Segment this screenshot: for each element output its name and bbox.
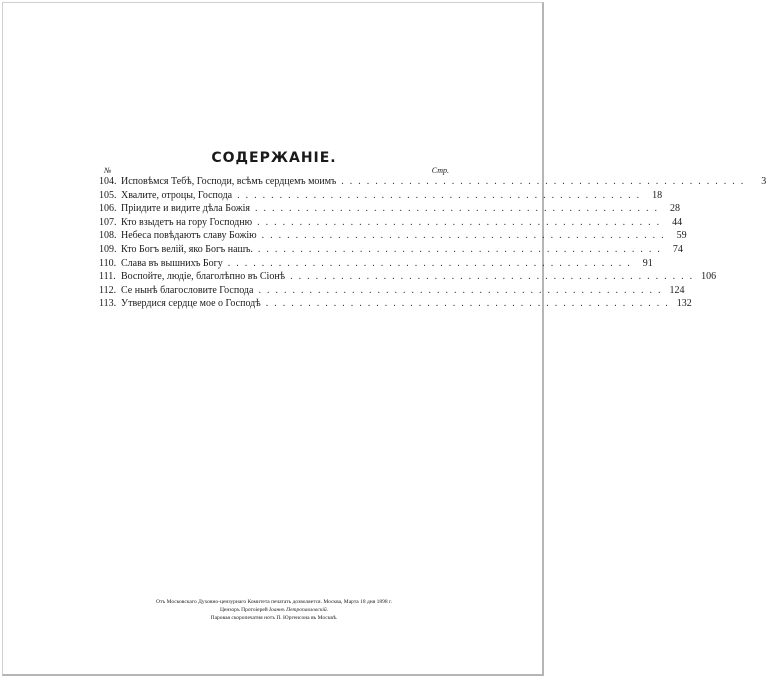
entry-page: 74 [672, 243, 683, 255]
toc-entry [99, 257, 653, 272]
dot-leader: ................................................ [290, 271, 699, 283]
dot-leader: ................................................ [261, 230, 670, 242]
entry-number: 112. [99, 284, 117, 296]
toc-entry [99, 216, 683, 231]
toc-entry [99, 298, 692, 312]
entry-number: 113. [99, 298, 117, 310]
entry-number: 106. [99, 203, 117, 215]
entry-title: Небеса повѣдаютъ славу Божiю [121, 230, 257, 242]
dot-leader: ................................................ [227, 257, 636, 269]
entry-title: Исповѣмся Тебѣ, Господи, всѣмъ сердцемъ моимъ [121, 176, 337, 187]
page-border [2, 2, 544, 676]
censor-line [0, 606, 548, 614]
dot-leader: ................................................ [237, 189, 646, 201]
toc-entry [99, 271, 717, 285]
entry-title: Прiидите и видите дѣла Божiя [121, 203, 250, 215]
table-of-contents [99, 176, 766, 312]
dot-leader: ................................................ [257, 216, 666, 228]
entry-page: 132 [676, 298, 692, 310]
contents-title: СОДЕРЖАНIЕ. [211, 150, 337, 166]
entry-page: 28 [670, 203, 680, 215]
entry-number: 111. [99, 271, 116, 283]
toc-entry [99, 243, 683, 258]
entry-title: Кто взыдетъ на гору Господню [121, 216, 253, 228]
censorship-permission-line: Отъ Московскаго Духовно-цензурнаго Комитета печатать дозволяется. Москва, Марта 18 дня 1898 г. [155, 599, 393, 605]
entry-title: Слава въ вышнихъ Богу [121, 257, 223, 269]
entry-page: 18 [652, 189, 663, 201]
toc-entry [99, 203, 680, 217]
page-column-header: Стр. [431, 166, 449, 175]
entry-title: Хвалите, отроцы, Господа [121, 189, 233, 201]
censor-name: Iоаннъ Петропавловскiй. [269, 607, 329, 613]
entry-title: Воспойте, людiе, благолѣпно въ Сiонѣ [121, 271, 286, 283]
entry-number: 110. [99, 257, 117, 269]
toc-entry [99, 176, 766, 190]
entry-page: 91 [642, 257, 653, 269]
entry-page: 3 [761, 176, 766, 187]
dot-leader: ................................................ [341, 176, 750, 187]
entry-page: 106 [701, 271, 717, 283]
entry-number: 105. [99, 189, 117, 201]
entry-number: 107. [99, 216, 117, 228]
dot-leader: ................................................ [257, 243, 666, 255]
entry-number: 109. [99, 243, 117, 255]
dot-leader: ................................................ [265, 298, 674, 310]
censor-title: Цензоръ Протоiерей [219, 607, 268, 613]
number-column-header: № [104, 166, 112, 175]
toc-entry [99, 230, 687, 244]
entry-title: Се нынѣ благословите Господа [121, 284, 254, 296]
entry-page: 44 [672, 216, 683, 228]
entry-title: Утвердися сердце мое о Господѣ [121, 298, 261, 310]
entry-page: 124 [669, 284, 685, 296]
toc-entry [99, 189, 663, 204]
entry-number: 104. [99, 176, 117, 187]
dot-leader: ................................................ [255, 203, 663, 215]
entry-page: 59 [676, 230, 687, 242]
entry-title: Кто Богъ велiй, яко Богъ нашъ. [121, 243, 253, 255]
toc-entry [99, 284, 685, 299]
dot-leader: ................................................ [258, 284, 667, 296]
entry-number: 108. [99, 230, 117, 242]
printer-line: Паровая скоропечатня нотъ П. Юргенсона въ Москвѣ. [210, 615, 338, 621]
